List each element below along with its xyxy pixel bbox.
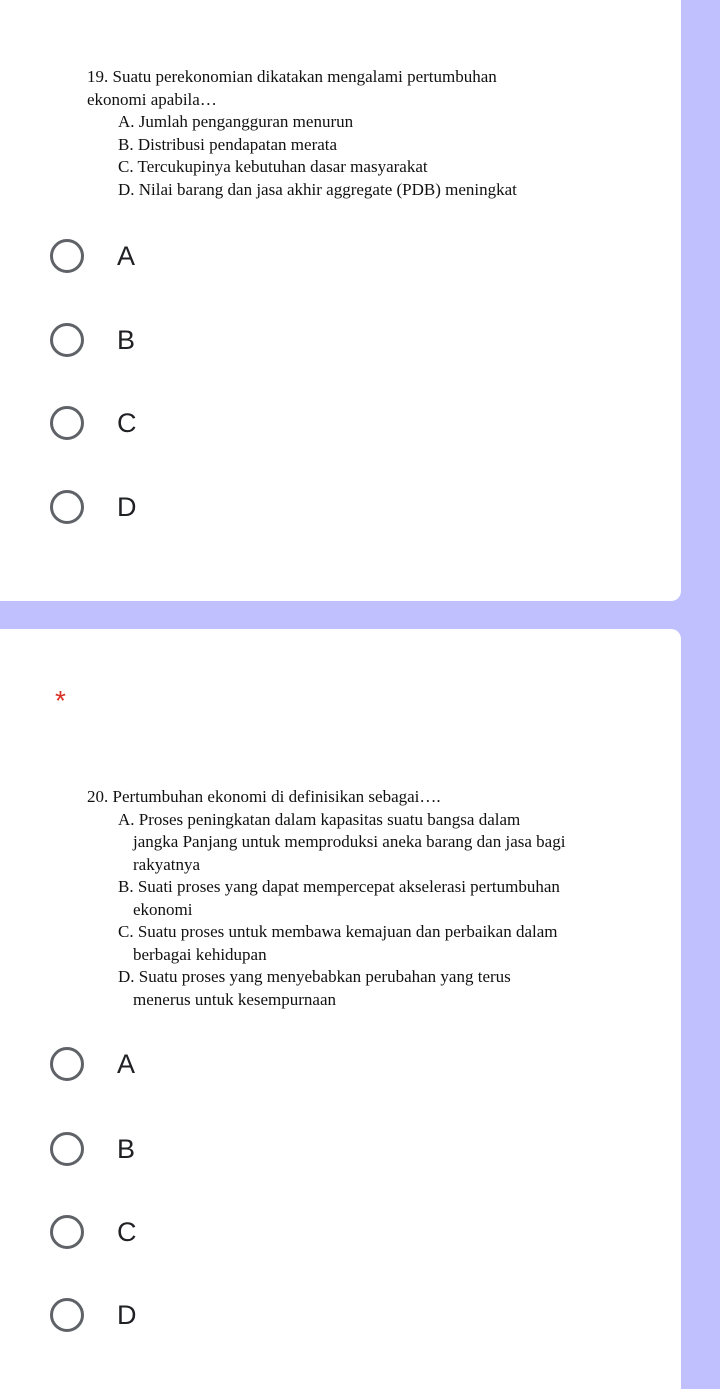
question-20-option-a-line-2: jangka Panjang untuk memproduksi aneka barang dan jasa bagi xyxy=(133,832,566,851)
question-20-choice-b[interactable] xyxy=(50,1129,135,1169)
question-20-option-b-line-2: ekonomi xyxy=(133,899,193,919)
question-19-choice-b[interactable] xyxy=(50,320,135,360)
choice-label: A xyxy=(117,1048,136,1079)
question-20-option-a-line-3: rakyatnya xyxy=(133,854,201,874)
question-19-choice-a[interactable] xyxy=(50,236,135,276)
question-19-line-1: 19. Suatu perekonomian dikatakan mengalami pertumbuhan xyxy=(87,67,497,86)
question-19-option-d-text: D. Nilai barang dan jasa akhir aggregate (PDB) meningkat xyxy=(118,179,517,199)
question-20-option-d-line-2: menerus untuk kesempurnaan xyxy=(133,989,336,1009)
question-19-choice-c[interactable] xyxy=(50,403,137,443)
question-20-line-1: 20. Pertumbuhan ekonomi di definisikan sebagai…. xyxy=(87,787,441,806)
radio-button[interactable] xyxy=(50,490,84,524)
question-20-choice-d[interactable] xyxy=(50,1295,137,1335)
question-card-19 xyxy=(0,0,681,601)
question-20-option-b-line-1: B. Suati proses yang dapat mempercepat akselerasi pertumbuhan xyxy=(118,877,560,896)
radio-button[interactable] xyxy=(50,239,84,273)
radio-button[interactable] xyxy=(50,1047,84,1081)
radio-button[interactable] xyxy=(50,1298,84,1332)
question-20-option-a-line-1: A. Proses peningkatan dalam kapasitas suatu bangsa dalam xyxy=(118,809,521,829)
choice-label: C xyxy=(117,407,137,438)
question-20-text xyxy=(87,786,627,1011)
required-asterisk: * xyxy=(55,685,66,716)
question-19-option-c-text: C. Tercukupinya kebutuhan dasar masyarakat xyxy=(118,157,428,176)
choice-label: B xyxy=(117,324,136,355)
choice-label: C xyxy=(117,1216,137,1247)
question-card-20 xyxy=(0,629,681,1389)
question-20-option-c-line-1: C. Suatu proses untuk membawa kemajuan dan perbaikan dalam xyxy=(118,922,558,941)
radio-button[interactable] xyxy=(50,323,84,357)
choice-label: B xyxy=(117,1133,136,1164)
question-20-option-c-line-2: berbagai kehidupan xyxy=(133,944,267,964)
question-19-choice-d[interactable] xyxy=(50,487,137,527)
choice-label: A xyxy=(117,240,136,271)
question-19-text xyxy=(87,66,607,201)
radio-button[interactable] xyxy=(50,1215,84,1249)
question-20-choice-a[interactable] xyxy=(50,1044,135,1084)
radio-button[interactable] xyxy=(50,1132,84,1166)
question-20-option-d-line-1: D. Suatu proses yang menyebabkan perubahan yang terus xyxy=(118,967,511,986)
question-19-line-2: ekonomi apabila… xyxy=(87,89,217,109)
choice-label: D xyxy=(117,491,137,522)
question-20-choice-c[interactable] xyxy=(50,1212,137,1252)
choice-label: D xyxy=(117,1299,137,1330)
radio-button[interactable] xyxy=(50,406,84,440)
question-19-option-a-text: A. Jumlah pengangguran menurun xyxy=(118,112,354,131)
question-19-option-b-text: B. Distribusi pendapatan merata xyxy=(118,134,338,154)
